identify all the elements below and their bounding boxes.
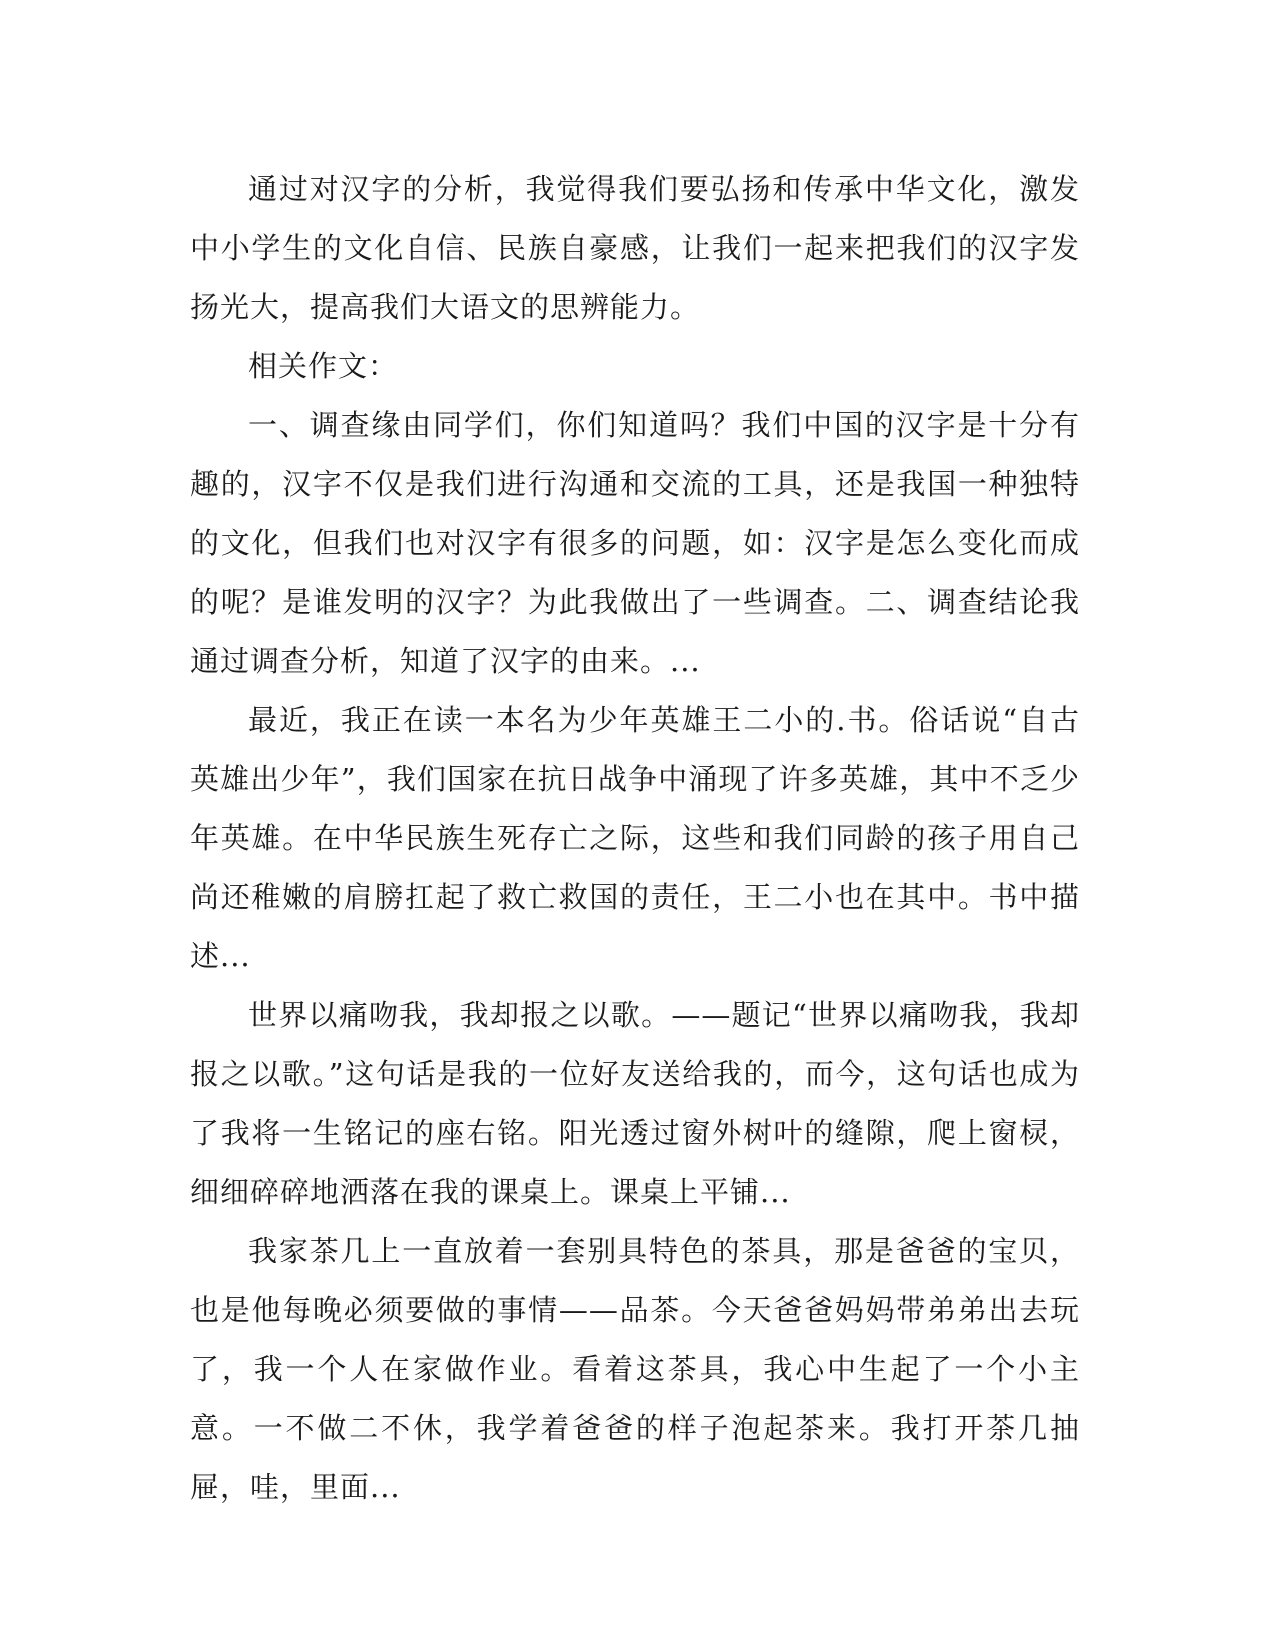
paragraph-conclusion: 通过对汉字的分析，我觉得我们要弘扬和传承中华文化，激发中小学生的文化自信、民族自豪感，让我们一起来把我们的汉字发扬光大，提高我们大语文的思辨能力。 (190, 172, 1080, 324)
paragraph-world-pain: 世界以痛吻我，我却报之以歌。——题记“世界以痛吻我，我却报之以歌。”这句话是我的一位好友送给我的，而今，这句话也成为了我将一生铭记的座右铭。阳光透过窗外树叶的缝隙，爬上窗棂，细细碎碎地洒落在我的课桌上。课桌上平铺... (190, 998, 1080, 1209)
paragraph-hero-book: 最近，我正在读一本名为少年英雄王二小的.书。俗话说“自古英雄出少年”，我们国家在抗日战争中涌现了许多英雄，其中不乏少年英雄。在中华民族生死存亡之际，这些和我们同龄的孩子用自己尚还稚嫩的肩膀扛起了救亡救国的责任，王二小也在其中。书中描述... (190, 703, 1080, 973)
paragraph-tea-set: 我家茶几上一直放着一套别具特色的茶具，那是爸爸的宝贝，也是他每晚必须要做的事情——品茶。今天爸爸妈妈带弟弟出去玩了，我一个人在家做作业。看着这茶具，我心中生起了一个小主意。一不做二不休，我学着爸爸的样子泡起茶来。我打开茶几抽屉，哇，里面... (190, 1234, 1080, 1504)
paragraph-related-heading: 相关作文： (248, 349, 399, 383)
paragraph-survey: 一、调查缘由同学们，你们知道吗？我们中国的汉字是十分有趣的，汉字不仅是我们进行沟通和交流的工具，还是我国一种独特的文化，但我们也对汉字有很多的问题，如：汉字是怎么变化而成的呢？是谁发明的汉字？为此我做出了一些调查。二、调查结论我通过调查分析，知道了汉字的由来。... (190, 408, 1080, 678)
document-body (190, 160, 1080, 1517)
